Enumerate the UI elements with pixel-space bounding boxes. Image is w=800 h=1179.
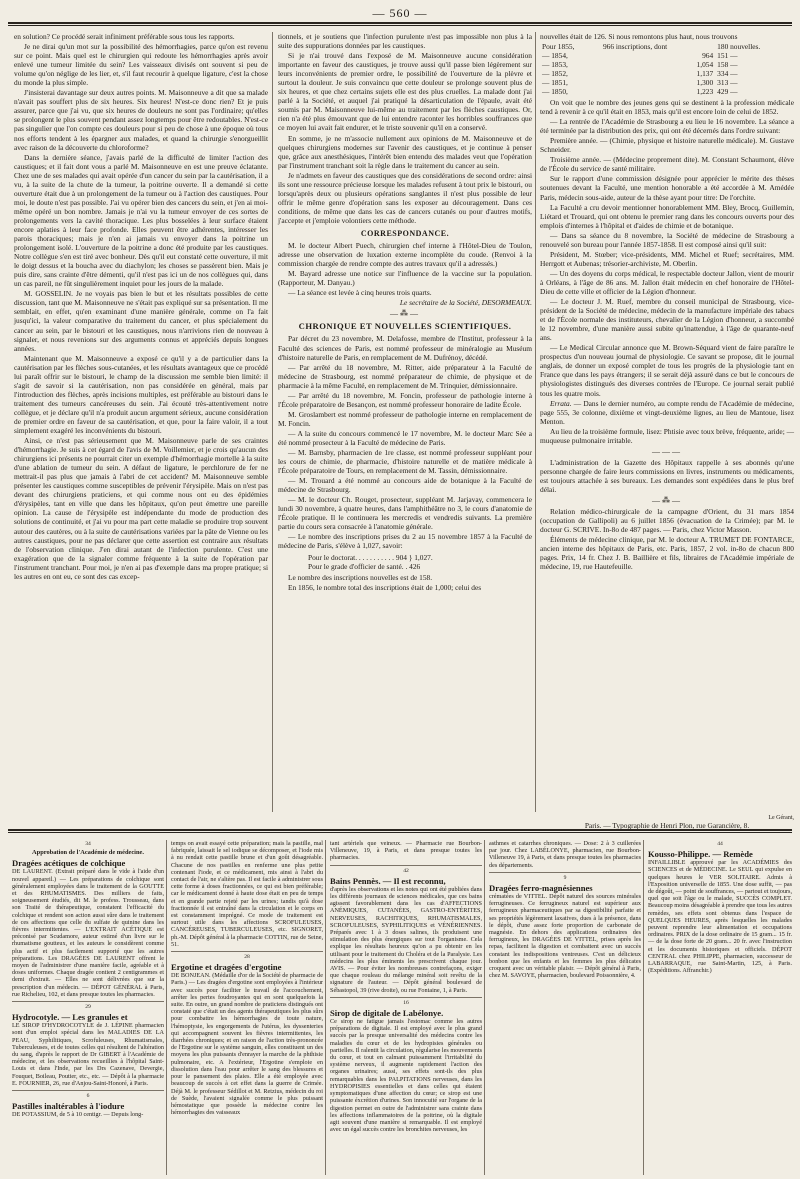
paragraph: La Faculté a cru devoir mentionner honorablement MM. Bley, Brocq, Guillemin, Liétard et Trouard, qui ont obtenu le premier rang dans les concours ouverts pour des emplois d'internes à l'hôpital et d'aides de chimie et de botanique. bbox=[540, 202, 794, 230]
paragraph: M. Bayard adresse une notice sur l'influence de la vaccine sur la population. (Rapporteur, M. Danyau.) bbox=[278, 269, 532, 288]
paragraph: Si je n'ai trouvé dans l'exposé de M. Maisonneuve aucune considération importante en faveur des caustiques, je trouve aussi qu'il passe bien légèrement sur leurs inconvénients de premier ordre, le possibilité de l'ouverture de la plèvre et surtout la douleur. Je suis convaincu que cette douleur se prolonge souvent plus de six heures, et que chez certains sujets elle est des plus cruelles. La malade dont j'ai parlé à la Société, et auquel j'ai pratiqué la désarticulation de l'épaule, avait été soumis par M. Maisonneuve lui-même au traitement par les flèches caustiques. Or, rien n'a été plus émouvant que de lui entendre raconter les horribles souffrances que ce moyen lui avait fait endurer, et le triste souvenir qu'il en a conservé. bbox=[278, 51, 532, 133]
ad-rule bbox=[330, 865, 482, 866]
ad-title: Ergotine et dragées d'ergotine bbox=[171, 962, 282, 973]
paragraph: — M. Trouard a été nommé au concours aide de botanique à la Faculté de médecine de Strasbourg. bbox=[278, 476, 532, 495]
ad-rule bbox=[12, 1090, 164, 1091]
paragraph: M. Groslambert est nommé professeur de pathologie interne en remplacement de M. Foncin. bbox=[278, 409, 532, 428]
advertisement bbox=[330, 1008, 482, 1133]
ad-number: 34 bbox=[85, 841, 91, 847]
advertisement bbox=[648, 849, 792, 974]
inscription-label: Pour le doctorat. . . . . . . . . . . bbox=[308, 552, 395, 562]
ad-title: Sirop de digitale de Labélonye. bbox=[330, 1008, 444, 1019]
ad-title: Dragées acétiques de colchique bbox=[12, 858, 126, 869]
paragraph: Sur le rapport d'une commission désignée pour apprécier le mérite des thèses soutenues devant la Faculté, une mention honorable a été accordée à M. Amédée Paris, médecin sous-aide, auteur de la thèse ayant pour titre: De l'orchite. bbox=[540, 174, 794, 202]
ad-body: Ce sirop ne fatigue jamais l'estomac comme les autres préparations de digitale. Il est employé avec le plus grand succès par la presque universalité des médecins contre les maladies du cœur et de les hydropisies générales ou partielles. Il ralentit la circulation, régularise les mouvements du cœur, et tout en calmant puissamment l'irritabilité du système nerveux, il augmente rapidement l'action des organes urinaires; aussi, ses effets sont-ils des plus remarquables dans les PALPITATIONS nerveuses, dans les HYDROPISIES essentielles et dans celles qui étaient symptomatiques d'une affection du cœur; ce sirop est une puissante éxcrétion d'urines. Son innocuité sur l'organe de la digestion permet en outre de l'administrer sans crainte dans les affections inflammatoires de la poitrine, où la digitale agit souvent d'une manière si remarquable. Il est employé avec un égal succès contre les bronchites nerveuses, les bbox=[330, 1018, 482, 1134]
total-cell: 1,054 bbox=[696, 60, 714, 70]
total-cell: 1,137 bbox=[696, 69, 714, 79]
ad-column-5 bbox=[648, 840, 792, 977]
ad-body: asthmes et catarrhes chroniques. — Dose: 2 à 3 cuillerées par jour. Chez LABÉLONYE, pharmacien, rue Bourbon-Villeneuve 19, à Paris, et dans presque toutes les pharmacies des départements. bbox=[489, 840, 641, 869]
ad-title: Bains Pennès. — Il est reconnu, bbox=[330, 875, 446, 886]
ad-body: INFAILLIBLE approuvé par les ACADÉMIES des SCIENCES et de MÉDECINE. Le SEUL qui expulse en quelques heures le VER SOLITAIRE. Admis à l'Exposition universelle de 1855. Une dose suffit, — pas de dégoût, — point de souffrances, — partout et toujours, quel que soit l'âge ou le malade, SUCCÈS COMPLET. Beaucoup moins désagréable à prendre que tous les autres remèdes, ses effets sont obtenus dans l'espace de QUELQUES HEURES, après lesquelles les malades peuvent reprendre leur alimentation et occupations ordinaires. PRIX de la dose ordinaire de 15 gram... 15 fr. — de la dose forte de 20 gram... 20 fr. avec l'instruction et les documents historiques et officiels. DÉPOT CENTRAL chez PHILIPPE, pharmacien, successeur de LABARRAQUE, rue Saint-Martin, 125, à Paris. (Expéditions. Affranchir.) bbox=[648, 859, 792, 975]
inscriptions-total: 1,027. bbox=[414, 552, 433, 562]
ad-rule bbox=[330, 997, 482, 998]
ad-number: 16 bbox=[403, 999, 409, 1006]
paragraph: Par décret du 23 novembre, M. Delafosse, membre de l'Institut, professeur à la Faculté des sciences de Paris, est nommé professeur de minéralogie au Muséum d'histoire naturelle de Paris, en remplacement de M. Dufrénoy, décédé. bbox=[278, 334, 532, 362]
paragraph: — Par arrêté du 18 novembre, M. Foncin, professeur de pathologie interne à l'École préparatoire de Besançon, est nommé professeur honoraire de ladite École. bbox=[278, 390, 532, 409]
paragraph: Première année. — (Chimie, physique et histoire naturelle médicale). M. Gustave Schneider. bbox=[540, 136, 794, 155]
ad-column-3 bbox=[330, 840, 482, 1136]
paragraph: — M. le docteur Ch. Rouget, prosecteur, suppléant M. Jarjavay, commencera le lundi 30 novembre, à quatre heures, dans l'amphithéâtre no 3, le cours d'anatomie de l'École pratique. Il le continuera les mercredis et vendredis suivants. La première partie du cours sera consacrée à l'anatomie générale. bbox=[278, 495, 532, 532]
errata-text: — Dans le dernier numéro, au compte rendu de l'Académie de médecine, page 555, 3e colonne, dixième et vingt-deuxième lignes, au lieu de Mantoue, lisez Menton. bbox=[540, 398, 794, 426]
year-cell: — 1851, bbox=[542, 78, 568, 88]
advertisement bbox=[12, 858, 164, 998]
new-cell: 429 — bbox=[717, 87, 738, 97]
ad-number: 42 bbox=[403, 867, 409, 874]
inscriptions-table bbox=[540, 42, 794, 96]
paragraph: Dans la dernière séance, j'avais parlé de la difficulté de limiter l'action des caustiques; et il fait dont vous a parlé M. Maisonneuve en est une preuve éclatante. Chez une de ses malades qui avait opérée d'un cancer du sein par la cautérisation, il a vu, à la suite de la chute de la tumeur, la poitrine ouverte. Il a demandé si cette ouverture était due à un prolongement de la tumeur ou à l'action des caustiques. Pour moi, le doute n'est pas possible. J'ai vu opérer bien des cancers du sein, et j'en ai moi-même opéré un bon nombre. Jamais je n'ai vu la tumeur envoyer de ces sortes de prolongements vers la cavité thoracique. Les plus bosselées à leur surface étaient encore aplaties à leur face profonde. Elles peuvent être adhérentes, intéresser les parois thoraciques; mais je n'en ai jamais vu envoyer dans la poitrine un prolongement isolé. L'ouverture de la poitrine a donc été produite par les caustiques. Notre collègue s'en est tiré avec bonheur. Dès qu'il eut constaté cette ouverture, il mit le doigt dessus et la boucha avec du diachylon; les choses se passèrent bien. Mais je puis dire, sans crainte d'être démenti, qu'il n'est pas ici un de nos collègues qui, dans un cas pareil, ne fût singulièrement inquiet pour les jours de la malade. bbox=[14, 152, 268, 289]
ad-body: temps on avait essayé cette préparation; mais la pastille, mal fabriquée, laissait le sel iodique se décomposer, et l'iode mis à nu rendait cette pastille brune et d'un goût désagréable. Chacune de nos pastilles en renferme une plus petite contenant l'iode, et ce médicament, mis ainsi à l'abri du contact de l'air, ne s'altère pas. Il est facile à administrer sous cette forme à doses fractionnées, ce qui est bien préférable; car le médicament donné à haute dose était en peu de temps et en grande partie rejeté par les urines; tandis qu'à dose fractionnée il est entraîné dans la circulation et le corps en est constamment imprégné. Ce mode de traitement est surtout utile dans les affections SCROFULEUSES, CANCÉREUSES, TUBERCULEUSES, etc. SIGNORET, ph.-M. Dépôt général à la pharmacie COTTIN, rue de Seine, 51. bbox=[171, 840, 323, 948]
paragraph: M. le docteur Albert Puech, chirurgien chef interne à l'Hôtel-Dieu de Toulon, adresse une observation de luxation externe incomplète du coude. (Renvoi à la commission chargée de rendre compte des autres travaux qu'il a adressés.) bbox=[278, 241, 532, 269]
ad-body: d'après les observations et les notes qui ont été publiées dans les différents journaux de sciences médicales, que ces bains agissent favorablement dans les cas d'AFFECTIONS ANÉMIQUES, CUTANÉES, GASTRO-ENTÉRITES, NERVEUSES, RACHITIQUES, RHUMATISMALES, SCROFULEUSES, SYPHILITIQUES et VÉNÉRIENNES. Préparés avec 1 à 3 doses salines, ils produisent une stimulation des plus énergiques sur tout l'organisme. Cela explique les résultats heureux qu'on a pu obtenir en les utilisant pour le traitement du Choléra et de la Paralysie. Les médecins les plus éminents les prescrivent chaque jour. AVIS. — Pour éviter les nombreuses contrefaçons, exiger que chaque rouleau du mélange minéral soit revêtu de la signature de l'auteur. — Dépôt général boulevard de Sébastopol, 39 (rive droite), ou rue Fontaine, 1, à Paris. bbox=[330, 885, 482, 994]
ad-body: tant artériels que veineux. — Pharmacie rue Bourbon-Villeneuve, 19, à Paris, et dans presque toutes les pharmacies. bbox=[330, 840, 482, 862]
paragraph: — A la suite du concours commencé le 17 novembre, M. le docteur Marc Sée a été nommé prosecteur à la Faculté de médecine de Paris. bbox=[278, 428, 532, 447]
total-cell: 966 inscriptions, dont bbox=[602, 42, 668, 52]
ad-separator bbox=[484, 840, 485, 1175]
ad-title: Kousso-Philippe. — Remède bbox=[648, 849, 753, 860]
ad-number: 9 bbox=[563, 874, 567, 881]
ad-rule bbox=[171, 951, 323, 952]
table-row bbox=[540, 51, 794, 60]
table-row bbox=[540, 60, 794, 69]
correspondence-heading: CORRESPONDANCE. bbox=[360, 228, 450, 238]
paragraph: Je n'admets en faveur des caustiques que des considérations de second ordre: ainsi ils sont une ressource précieuse lorsque les malades refusent à tout prix le bistouri, ou lorsqu'après deux ou plusieurs opérations sanglantes il n'est plus possible de leur offrir le même genre d'opération sans les exposer au découragement. Dans ces conditions, de même que dans les cas de cancers cutanés ou pour d'autres motifs, j'accepte et j'emploie volontiers cette méthode. bbox=[278, 170, 532, 225]
ad-separator bbox=[166, 840, 167, 1175]
table-row bbox=[540, 42, 794, 51]
column-2 bbox=[278, 32, 532, 593]
ad-body: LE SIROP D'HYDROCOTYLE de J. LÉPINE pharmacien sont d'un emploi spécial dans les MALADIES DE LA PEAU, Syphilitiques, Scrofuleuses, Rhumatismales, Tuberculeuses, et de toutes celles qui résultent de l'altération du sang, d'après le rapport de Dr GIBERT à l'Académie de médecine, et les observations recueillies à l'hôpital Saint-Louis et dans l'Inde, par les Drs Cazenave, Devergie, Fouquet, Boileau, Poutier, etc., etc. — Dépôt à la pharmacie E. FOURNIER, 26, rue d'Anjou-Saint-Honoré, à Paris. bbox=[12, 1022, 164, 1087]
paragraph: Troisième année. — (Médecine proprement dite). M. Constant Schaumont, élève de l'École du service de santé militaire. bbox=[540, 155, 794, 174]
ad-title: Hydrocotyle. — Les granules et bbox=[12, 1012, 128, 1023]
top-rule bbox=[8, 22, 792, 26]
ad-column-1 bbox=[12, 840, 164, 1122]
ad-number: 28 bbox=[244, 954, 250, 961]
advertisement bbox=[12, 1101, 164, 1118]
ad-number: 6 bbox=[86, 1093, 90, 1100]
column-separator bbox=[535, 32, 536, 812]
ornament-divider: ——— bbox=[652, 446, 682, 456]
inscription-value: 904 bbox=[395, 552, 407, 562]
printer-line bbox=[540, 815, 794, 830]
total-cell: 964 bbox=[702, 51, 714, 61]
paragraph: — M. Barnsby, pharmacien de 1re classe, est nommé professeur suppléant pour les cours de chimie, de pharmacie, d'histoire naturelle et de matière médicale à l'École préparatoire de Tours, en remplacement de M. Tassin, démissionnaire. bbox=[278, 448, 532, 476]
gerant-label: Le Gérant, bbox=[768, 815, 794, 821]
paragraph: En 1856, le nombre total des inscriptions était de 1,000; celui des bbox=[288, 582, 482, 592]
advertisement bbox=[12, 1012, 164, 1087]
year-cell: — 1852, bbox=[542, 69, 568, 79]
ad-header: Approbation de l'Académie de médecine. bbox=[32, 849, 144, 857]
ad-body: crématées de VITTEL. Dépôt naturel des sources minérales ferrugineuses. Ce ferrugineux naturel est supérieur aux ferrugineux pharmaceutiques par sa digestibilité parfaite et ses propriétés légèrement laxatives, dues à la présence, dans le dépôt, d'une assez forte proportion de carbonate de magnésie. En dehors des applications ordinaires des ferrugineux, les DRAGÉES DE VITTEL, prises après les repas, facilitent la digestion et combattent avec un succès constant les indispositions ventreuses. C'est un délicieux bonbon que les enfants et les femmes les plus délicates croquent avec un véritable plaisir. — Dépôt général à Paris, chez M. SAVOYE, pharmacien, boulevard Poissonnière, 4. bbox=[489, 893, 641, 980]
paragraph: Maintenant que M. Maisonneuve a exposé ce qu'il y a de particulier dans la cautérisation par les flèches sous-cutanées, et les résultats avantageux que ce procédé lui paraît offrir sur le bistouri, le champ de la discussion me semble bien limité: il s'agit de savoir si la cautérisation, non pas considérée en général, mais par l'introduction des flèches, après incisions multiples, est préférable au bistouri dans le traitement des tumeurs cancéreuses du sein. J'ai écouté très-attentivement notre collègue, et je déclare qu'il n'a produit aucun argument sérieux, aucune considération de premier ordre en faveur de sa cautérisation, et que, pour la faire valoir, il a tout simplement exagéré les inconvénients du bistouri. bbox=[14, 353, 268, 436]
table-row bbox=[540, 69, 794, 78]
inscriptions-breakdown: Pour le doctorat. . . . . . . . . . . 904 } 1,027. Pour le grade d'officier de santé. . 426 bbox=[308, 552, 433, 571]
paragraph: M. GOSSELIN. Je ne voyais pas bien le but et les résultats possibles de cette discussion, tant que M. Maisonneuve ne s'était pas expliqué sur sa présentation. Il me semblait, en effet, qu'en examinant d'une manière générale, comme on l'a fait jusqu'ici, la valeur comparative du traitement du cancer, et plus spécialement du cancer au sein, par le bistouri et les caustiques, nous n'arrivions rien de nouveau à signaler, et nous revenions sur des arguments connus et appréciés depuis longues années. bbox=[14, 289, 268, 353]
paragraph: Je ne dirai qu'un mot sur la possibilité des hémorrhagies, parce qu'on est revenu sur ce point. Mais quel est le chirurgien qui redoute les hémorrhagies après avoir enlevé une tumeur limitée du sein? Les vaisseaux divisés ont souvent si peu de volume qu'on néglige de les lier, et, s'il faut recourir à quelque ligature, c'est la chose du monde la plus simple. bbox=[14, 42, 268, 88]
total-cell: 1,223 bbox=[696, 87, 714, 97]
ad-body: DE POTASSIUM, de 5 à 10 centigr. — Depuis long- bbox=[12, 1111, 144, 1119]
paragraph: — Un des doyens du corps médical, le respectable docteur Jallon, vient de mourir à Orléans, à l'âge de 86 ans. M. Jallon était médecin en chef honoraire de l'Hôtel-Dieu de cette ville et officier de la Légion d'honneur. bbox=[540, 268, 794, 296]
paragraph: en solution? Ce procédé serait infiniment préférable sous tous les rapports. bbox=[14, 32, 235, 41]
paragraph: — Par arrêté du 18 novembre, M. Ritter, aide préparateur à la Faculté de médecine de Strasbourg, est nommé préparateur de chimie, de physique et de pharmacie à la même Faculté, en remplacement de M. Trinquier, démissionnaire. bbox=[278, 362, 532, 390]
paragraph: J'insisterai davantage sur deux autres points. M. Maisonneuve a dit que sa malade n'avait pas souffert plus de six heures. Six heures! N'est-ce donc rien? Et je puis assurer, parce que j'ai vu, que six heures de douleurs ne sont pas l'ordinaire; qu'elles se prolongent le plus souvent pendant assez longtemps pour être redoutables. N'est-ce pas singulier que l'on compte ces douleurs pour si peu de chose à une époque où tous nos efforts tendent à les épargner aux malades, et quand la chirurgie s'enorgueillit avec raison de la découverte du chloroforme? bbox=[14, 88, 268, 152]
advertisement bbox=[330, 876, 482, 994]
advertisement bbox=[330, 840, 482, 862]
printer-text: Paris. — Typographie de Henri Plon, rue Garancière, 8. bbox=[584, 821, 750, 830]
book-notice: Éléments de médecine clinique, par M. le docteur A. TRUMET DE FONTARCE, ancien interne des hôpitaux de Paris, etc. Paris, 1857, 2 vol. in-8o de chacun 800 pages. Prix, 14 fr. Chez J. B. Baillière et fils, libraires de l'Académie impériale de médecine, 19, rue Hautefeuille. bbox=[540, 535, 794, 572]
errata-title: Errata. bbox=[550, 398, 572, 408]
paragraph: — Le nombre des inscriptions prises du 2 au 15 novembre 1857 à la Faculté de médecine de Paris, s'élève à 1,027, savoir: bbox=[278, 532, 532, 551]
ad-title: Dragées ferro-magnésiennes bbox=[489, 883, 593, 894]
year-cell: — 1854, bbox=[542, 51, 568, 61]
paragraph: Le nombre des inscriptions nouvelles est de 158. bbox=[288, 572, 433, 582]
year-cell: Pour 1855, bbox=[542, 42, 575, 52]
total-cell: 1,300 bbox=[696, 78, 714, 88]
paragraph: On voit que le nombre des jeunes gens qui se destinent à la profession médicale tend à revenir à ce qu'il était en 1853, mais qu'il est encore loin de celui de 1852. bbox=[540, 98, 794, 117]
ad-column-2 bbox=[171, 840, 323, 1119]
ad-body: DE BONJEAN. (Médaille d'or de la Société de pharmacie de Paris.) — Les dragées d'ergotine sont employées à l'intérieur avec succès pour faciliter le travail de l'accouchement, arrêter les pertes foudroyantes qui en sont quelquefois la suite. En outre, un grand nombre de praticiens distingués ont constaté que c'était un des agents thérapeutiques les plus sûrs pour combattre les hémorrhagies de toute nature, l'hémoptysie, les engorgements de l'utérus, les dyssenteries qui accompagnent souvent les fièvres intermittentes, les diarrhées chroniques; et en raison de l'action très-prononcée de l'Ergotine sur le système sanguin, elles constituent un des moyens les plus puissants d'enrayer la marche de la phthisie pulmonaire, etc. A l'extérieur, l'Ergotine s'emploie en dissolution dans l'eau pour arrêter le sang des blessures et pour le pansement des plaies. Elle a été employée avec beaucoup de succès à cet effet dans la guerre de Crimée. Déjà M. le professeur Sédillot et M. Retzius, médecin du roi de Suède, l'avaient signalée comme le plus puissant hémostatique que possède la médecine contre les hémorrhagies des vaisseaux bbox=[171, 972, 323, 1117]
ornament-divider: —⁂— bbox=[390, 309, 420, 319]
new-cell: 151 — bbox=[717, 51, 738, 61]
advertisement bbox=[489, 883, 641, 979]
ornament-divider: —⁂— bbox=[652, 496, 682, 506]
ad-number: 29 bbox=[85, 1004, 91, 1011]
table-row bbox=[540, 78, 794, 87]
paragraph: Au lieu de la troisième formule, lisez: Phtisie avec toux brève, fréquente, aride; — muqueuse pulmonaire irritable. bbox=[540, 426, 794, 445]
ad-title: Pastilles inaltérables à l'iodure bbox=[12, 1101, 125, 1112]
paragraph: tionnels, et je soutiens que l'infection purulente n'est pas impossible non plus à la suite des suppurations données par les caustiques. bbox=[278, 32, 532, 51]
paragraph: — Le docteur J. M. Ruef, membre du conseil municipal de Strasbourg, vice-président de la Société de médecine, médecin de la manufacture impériale des tabacs et de l'École normale des instituteurs, chevalier de la Légion d'honneur, a succombé le 12 novembre, d'une manière aussi subite qu'inattendue, à l'âge de quarante-neuf ans. bbox=[540, 297, 794, 343]
new-cell: 180 nouvelles. bbox=[717, 42, 761, 52]
ad-column-4 bbox=[489, 840, 641, 982]
advertisement bbox=[489, 840, 641, 869]
year-cell: — 1853, bbox=[542, 60, 568, 70]
paragraph: En somme, je ne m'associe nullement aux opinions de M. Maisonneuve et de quelques chirurgiens modernes sur l'avenir des caustiques, et je continue à penser que, grâce aux anesthésiques, l'intérêt bien entendu des malades veut que l'opération par l'instrument tranchant soit la règle dans le traitement du cancer au sein. bbox=[278, 133, 532, 170]
ad-rule bbox=[12, 1001, 164, 1002]
paragraph: Président, M. Stœber; vice-présidents, MM. Michel et Ruef; secrétaires, MM. Herrgott et Aubenas; trésorier-archiviste, M. Oberlin. bbox=[540, 249, 794, 268]
ad-separator bbox=[325, 840, 326, 1175]
paragraph: — La rentrée de l'Académie de Strasbourg a eu lieu le 16 novembre. La séance a été terminée par la distribution des prix, qui ont été décernés dans l'ordre suivant: bbox=[540, 117, 794, 136]
new-cell: 313 — bbox=[717, 78, 738, 88]
new-cell: 158 — bbox=[717, 60, 738, 70]
advertisement bbox=[171, 840, 323, 948]
ad-number: 44 bbox=[717, 841, 723, 847]
paragraph: Ainsi, ce n'est pas sérieusement que M. Maisonneuve parle de ses craintes d'hémorrhagie. Je suis à cet égard de l'avis de M. Voillemier, et je crois qu'aucun des chirurgiens ici présents ne pourrait citer un exemple d'hémorrhagie mortelle à la suite d'une ablation de tumeur du sein. A défaut de ligature, le perchlorure de fer ne mettrait-il pas plus que jamais à l'abri de cet accident? M. Maisonneuve semble présenter les caustiques comme susceptibles de prévenir l'érysipèle. Mais on n'est pas devant des chirurgiens praticiens, et qui comme nous ont eu des épidémies d'érysipèles, tant en ville que dans les hôpitaux, qu'on peut émettre une pareille opinion. La cause de l'érysipèle est indépendante du mode de production des solutions de continuité, et j'ai vu pour ma part cette maladie se produire trop souvent autour des cautères, ou à la suite de cautérisations variées par la pâte de Vienne ou les autres caustiques, pour ne pas déclarer que cette assertion est contraire aux résultats de l'observation clinique. J'en dirai autant de l'infection purulente. C'est une exagération que de la signaler comme fréquente à la suite de l'opération par l'instrument tranchant. Pour moi, je n'en ai pas d'exemple dans ma propre pratique; si les autres en ont eu, ce sont des cas excep- bbox=[14, 436, 268, 581]
ad-body: DE LAURENT. (Extrait préparé dans le vide à l'aide d'un nouvel appareil.) — Les préparations de colchique sont généralement employées dans le traitement de la GOUTTE et des RHUMATISMES. Des milliers de faits, soigneusement étudiés, dit M. le profess. Trousseau, dans son Traité de thérapeutique, constatent l'efficacité du colchique et rendent son action aussi sûre dans le traitement de ces affections que celle du sulfate de quinine dans les fièvres intermittentes. — L'EXTRAIT ACÉTIQUE est préconisé par Scudamore, auteur estimé d'un livre sur le rhumatisme goutteux, et les auteurs le considèrent comme plus actif et plus facilement supporté que les autres préparations. Les DRAGÉES DE LAURENT offrent le moyen de l'administrer d'une manière facile, agréable et à doses uniformes. Chaque dragée contient 2 centigrammes et demi d'extrait. — Elles ne sont délivrées que sur la prescription d'un médecin. — DÉPOT GÉNÉRAL à Paris, rue Richelieu, 102, et dans presque toutes les pharmacies. bbox=[12, 868, 164, 998]
column-1 bbox=[14, 32, 268, 582]
paragraph: nouvelles était de 126. Si nous remontons plus haut, nous trouvons bbox=[540, 32, 738, 41]
year-cell: — 1850, bbox=[542, 87, 568, 97]
book-notice: Relation médico-chirurgicale de la campagne d'Orient, du 31 mars 1854 (occupation de Gallipoli) au 6 juillet 1856 (évacuation de la Crimée); par M. le docteur G. SCRIVE. In-8o de 487 pages. — Paris, chez Victor Masson. bbox=[540, 507, 794, 535]
chronicle-heading: CHRONIQUE ET NOUVELLES SCIENTIFIQUES. bbox=[298, 321, 512, 332]
advertisement-rule bbox=[8, 829, 792, 833]
secretary-signature: Le secrétaire de la Société, DESORMEAUX. bbox=[399, 298, 532, 308]
table-row bbox=[540, 87, 794, 96]
new-cell: 334 — bbox=[717, 69, 738, 79]
column-separator bbox=[272, 32, 273, 812]
column-3 bbox=[540, 32, 794, 572]
page-number: — 560 — bbox=[372, 6, 428, 20]
paragraph: L'administration de la Gazette des Hôpitaux rappelle à ses abonnés qu'une personne chargée de faire leurs commissions en livres, instruments ou médicaments, est toujours attachée à ses bureaux. Les demandes sont expédiées dans le plus bref délai. bbox=[540, 457, 794, 494]
paragraph: — La séance est levée à cinq heures trois quarts. bbox=[288, 288, 432, 298]
paragraph: — Dans sa séance du 8 novembre, la Société de médecine de Strasbourg a renouvelé son bureau pour l'année 1857-1858. Il est composé ainsi qu'il suit: bbox=[540, 230, 794, 249]
ad-rule bbox=[489, 872, 641, 873]
inscription-label: Pour le grade d'officier de santé. . 426 bbox=[308, 561, 421, 571]
paragraph: — Le Medical Circular annonce que M. Brown-Séquard vient de faire paraître le prospectus d'un nouveau journal de physiologie. Ce savant se propose, dit le journal anglais, de donner un exposé complet de tous les progrès de la physiologie tant en France que dans les pays étrangers; il se serait déjà assuré dans ce but le concours de physiologistes distingués des diverses contrées de l'Europe. Ce journal serait publié tous les quatre mois. bbox=[540, 343, 794, 398]
ad-separator bbox=[643, 840, 644, 1175]
advertisement bbox=[171, 962, 323, 1116]
